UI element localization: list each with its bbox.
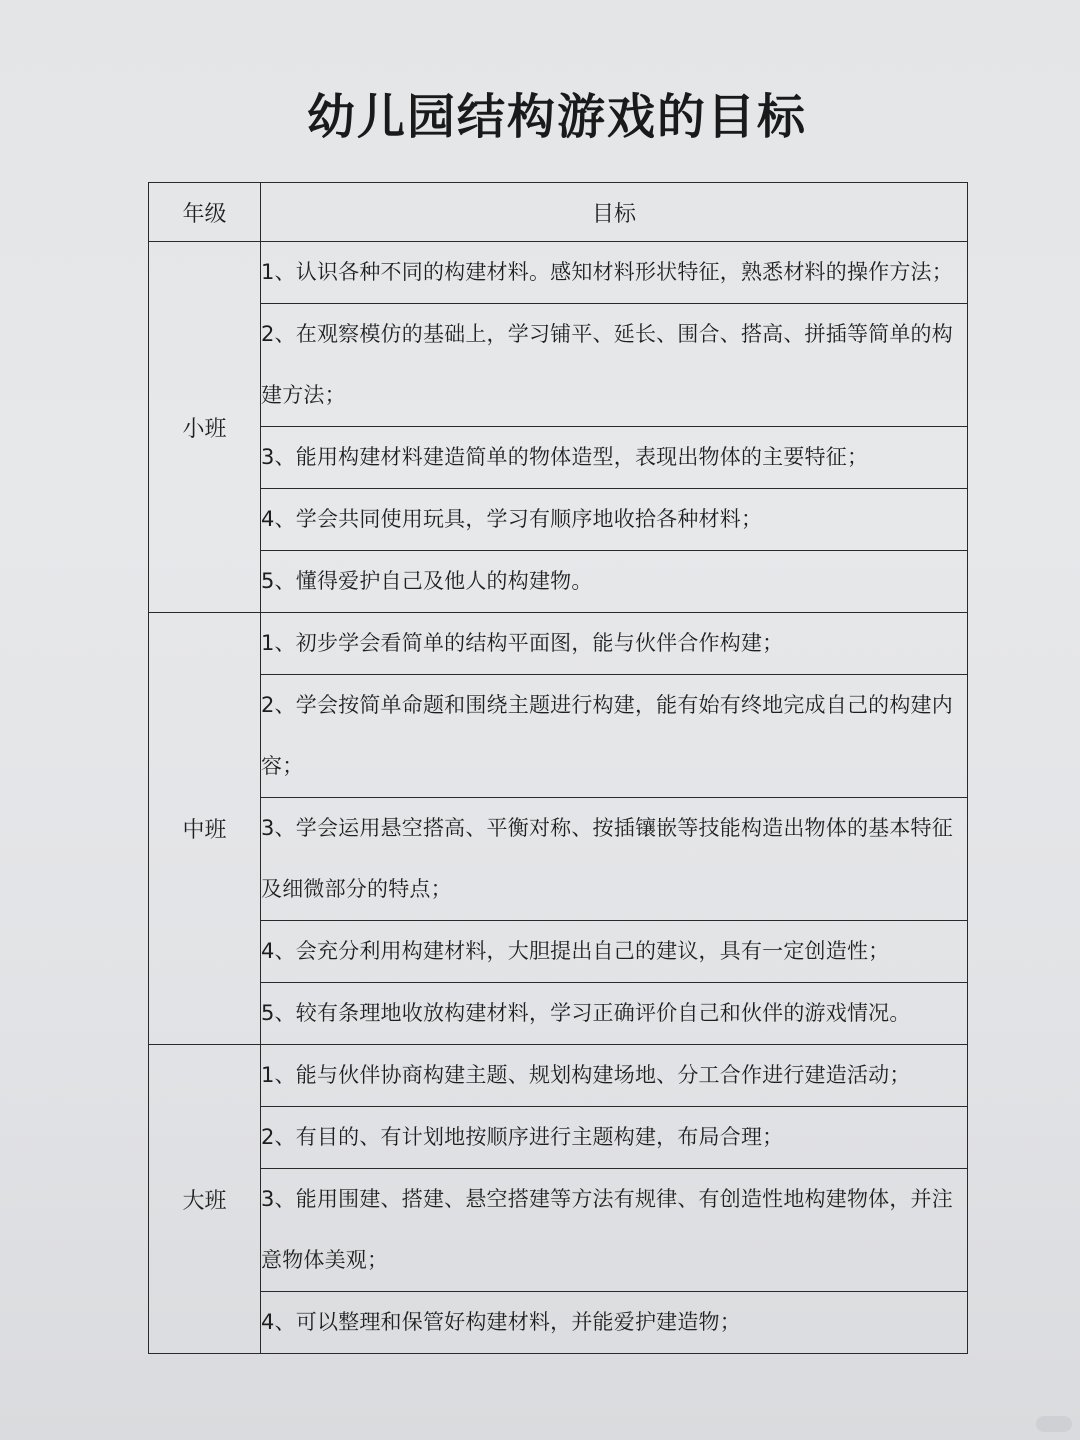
- goal-cell: 4、学会共同使用玩具，学习有顺序地收拾各种材料；: [261, 489, 968, 551]
- goal-cell: 3、学会运用悬空搭高、平衡对称、按插镶嵌等技能构造出物体的基本特征及细微部分的特点；: [261, 798, 968, 921]
- table-row: [149, 1045, 968, 1107]
- goal-cell: 3、能用构建材料建造简单的物体造型，表现出物体的主要特征；: [261, 427, 968, 489]
- goal-cell: 2、有目的、有计划地按顺序进行主题构建，布局合理；: [261, 1107, 968, 1169]
- page-title: 幼儿园结构游戏的目标: [306, 89, 807, 145]
- table-row: [149, 551, 968, 613]
- header-grade: 年级: [149, 183, 261, 242]
- table-row: [149, 1169, 968, 1292]
- watermark-badge: [1036, 1416, 1072, 1432]
- goal-cell: 4、会充分利用构建材料，大胆提出自己的建议，具有一定创造性；: [261, 921, 968, 983]
- table-row: [149, 613, 968, 675]
- goal-cell: 5、懂得爱护自己及他人的构建物。: [261, 551, 968, 613]
- grade-cell-large: 大班: [149, 1045, 261, 1354]
- table-row: [149, 304, 968, 427]
- grade-cell-middle: 中班: [149, 613, 261, 1045]
- table-row: [149, 798, 968, 921]
- goal-cell: 4、可以整理和保管好构建材料，并能爱护建造物；: [261, 1292, 968, 1354]
- goals-table: [148, 182, 968, 1354]
- table-row: [149, 242, 968, 304]
- table-row: [149, 983, 968, 1045]
- table-header-row: [149, 183, 968, 242]
- grade-cell-small: 小班: [149, 242, 261, 613]
- table-row: [149, 675, 968, 798]
- table-row: [149, 489, 968, 551]
- goal-cell: 2、在观察模仿的基础上，学习铺平、延长、围合、搭高、拼插等简单的构建方法；: [261, 304, 968, 427]
- goal-cell: 3、能用围建、搭建、悬空搭建等方法有规律、有创造性地构建物体，并注意物体美观；: [261, 1169, 968, 1292]
- goal-cell: 5、较有条理地收放构建材料，学习正确评价自己和伙伴的游戏情况。: [261, 983, 968, 1045]
- goal-cell: 2、学会按简单命题和围绕主题进行构建，能有始有终地完成自己的构建内容；: [261, 675, 968, 798]
- goal-cell: 1、认识各种不同的构建材料。感知材料形状特征，熟悉材料的操作方法；: [261, 242, 968, 304]
- table-row: [149, 427, 968, 489]
- goal-cell: 1、初步学会看简单的结构平面图，能与伙伴合作构建；: [261, 613, 968, 675]
- goal-cell: 1、能与伙伴协商构建主题、规划构建场地、分工合作进行建造活动；: [261, 1045, 968, 1107]
- table-row: [149, 921, 968, 983]
- header-goal: 目标: [261, 183, 968, 242]
- table-row: [149, 1292, 968, 1354]
- table-row: [149, 1107, 968, 1169]
